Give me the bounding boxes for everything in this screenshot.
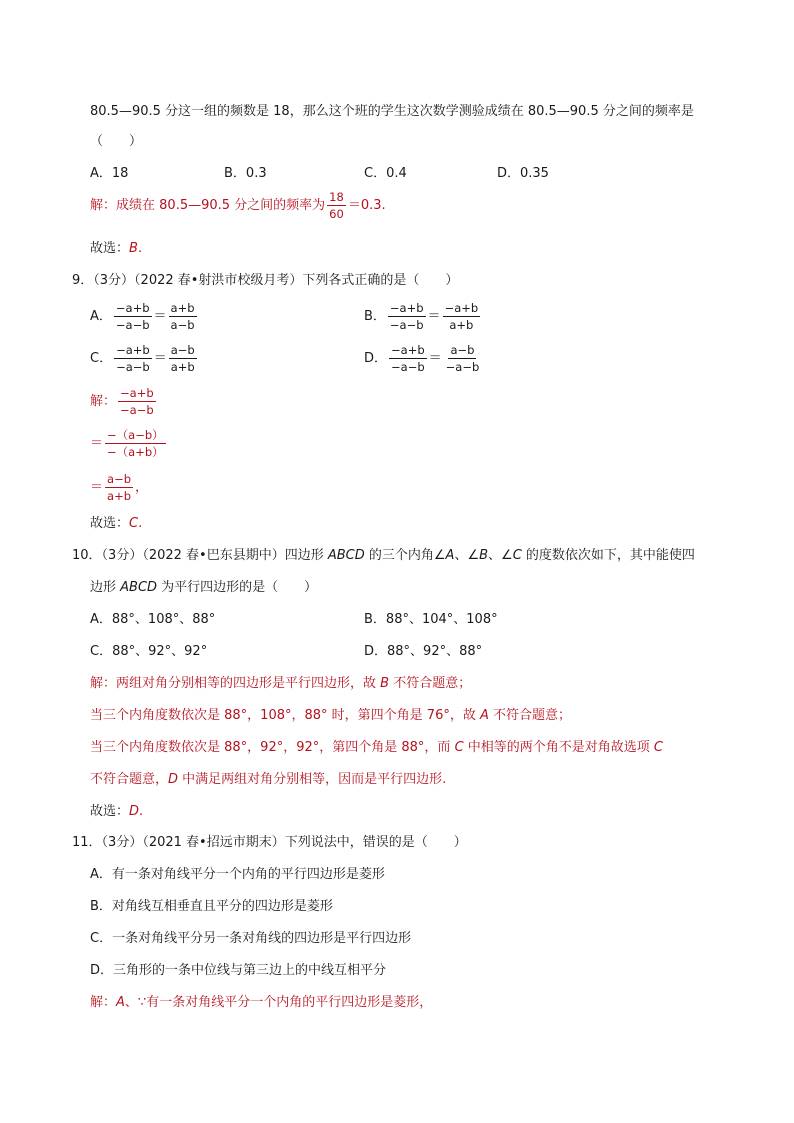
- solution-text: 成绩在 80.5—90.5 分之间的频率为: [116, 197, 326, 213]
- answer-lead: 故选：: [90, 241, 130, 256]
- fraction: [388, 301, 426, 332]
- fraction-numerator: −a+b: [391, 343, 425, 357]
- fraction: [169, 301, 197, 332]
- q9-answer: [90, 515, 142, 533]
- answer-lead: 故选：: [90, 516, 130, 531]
- q11-option-c: C．一条对角线平分另一条对角线的四边形是平行四边形: [90, 931, 412, 946]
- text: 10．（3分）（2022 春•巴东县期中）四边形: [72, 548, 328, 563]
- fraction-numerator: a−b: [170, 343, 195, 357]
- fraction: [169, 343, 197, 374]
- q8-option-b: B．0.3: [224, 166, 267, 181]
- fraction-denominator: −（a+b）: [107, 445, 164, 459]
- variable: B: [380, 676, 390, 691]
- text: 不符合题意；: [488, 708, 572, 723]
- answer-end: .: [137, 241, 143, 256]
- fraction-denominator: a−b: [170, 318, 195, 332]
- q9-solution-step-3: [90, 472, 148, 503]
- option-label: B．: [364, 308, 386, 324]
- q9-stem: 9．（3分）（2022 春•射洪市校级月考）下列各式正确的是（ ）: [72, 273, 459, 288]
- text: 解：两组对角分别相等的四边形是平行四边形，故: [90, 676, 381, 691]
- text: 的度数依次如下，其中能使四: [521, 548, 695, 563]
- equals-sign: ＝: [90, 435, 104, 451]
- q8-option-d: D．0.35: [497, 166, 549, 181]
- fraction-denominator: −a−b: [389, 318, 424, 332]
- option-label: D．: [364, 350, 388, 366]
- fraction-denominator: a+b: [170, 360, 195, 374]
- variable: C: [653, 740, 663, 755]
- q10-option-d: D．88°、92°、88°: [364, 644, 483, 659]
- q9-option-c: [90, 343, 199, 374]
- fraction-denominator: −a−b: [120, 403, 154, 417]
- fraction: [327, 190, 346, 221]
- q10-option-b: B．88°、104°、108°: [364, 612, 498, 627]
- option-label: A．: [90, 308, 112, 324]
- fraction-denominator: a+b: [449, 318, 474, 332]
- text: 中满足两组对角分别相等，因而是平行四边形.: [178, 772, 447, 787]
- equals-sign: ＝: [153, 350, 167, 366]
- q8-option-c: C．0.4: [364, 166, 407, 181]
- variable: C: [454, 740, 464, 755]
- fraction-denominator: −a−b: [115, 318, 150, 332]
- q9-option-a: [90, 301, 199, 332]
- q11-option-b: B．对角线互相垂直且平分的四边形是菱形: [90, 899, 333, 914]
- q9-solution-step-2: [90, 428, 168, 459]
- fraction: [114, 301, 152, 332]
- equals-sign: ＝: [427, 308, 441, 324]
- fraction-denominator: −a−b: [391, 360, 425, 374]
- solution-lead: 解：: [90, 393, 117, 409]
- q8-option-a: A．18: [90, 166, 129, 181]
- solution-lead: 解：: [90, 197, 117, 213]
- fraction: [105, 472, 133, 503]
- answer-letter: C: [129, 516, 139, 531]
- fraction-numerator: −（a−b）: [107, 428, 164, 442]
- fraction-numerator: a−b: [107, 472, 131, 486]
- variable: C: [512, 548, 522, 563]
- answer-end: .: [139, 804, 144, 819]
- text: 、∠: [454, 548, 480, 563]
- variable: D: [168, 772, 179, 787]
- fraction-denominator: a+b: [107, 489, 131, 503]
- q8-answer: [90, 240, 142, 258]
- variable: B: [479, 548, 489, 563]
- q10-solution-line-2: [90, 707, 571, 725]
- punctuation: ，: [135, 479, 149, 495]
- text: 、∠: [488, 548, 513, 563]
- fraction-numerator: −a+b: [389, 301, 424, 315]
- answer-letter: D: [129, 804, 140, 819]
- q11-option-a: A．有一条对角线平分一个内角的平行四边形是菱形: [90, 867, 385, 882]
- q9-option-d: [364, 343, 483, 374]
- q11-stem: 11．（3分）（2021 春•招远市期末）下列说法中，错误的是（ ）: [72, 835, 467, 850]
- text: 当三个内角度数依次是 88°，108°，88° 时，第四个角是 76°，故: [90, 708, 480, 723]
- q10-solution-line-1: [90, 675, 471, 693]
- answer-letter: B: [129, 241, 138, 256]
- fraction-denominator: −a−b: [445, 360, 480, 374]
- equals-sign: ＝: [428, 350, 442, 366]
- fraction-numerator: a−b: [450, 343, 475, 357]
- text: 、∵有一条对角线平分一个内角的平行四边形是菱形，: [124, 995, 433, 1010]
- q10-stem-line-2: [90, 579, 317, 597]
- text: 不符合题意；: [389, 676, 472, 691]
- text: 当三个内角度数依次是 88°，92°，92°，第四个角是 88°，而: [90, 740, 455, 755]
- q10-option-c: C．88°、92°、92°: [90, 644, 208, 659]
- variable: ABCD: [120, 580, 158, 595]
- fraction: [444, 343, 482, 374]
- fraction: [105, 428, 166, 459]
- text: 边形: [90, 580, 121, 595]
- fraction-numerator: 18: [329, 190, 344, 204]
- fraction-numerator: a+b: [170, 301, 195, 315]
- equals-sign: ＝: [90, 479, 104, 495]
- fraction: [114, 343, 152, 374]
- solution-lead: 解：: [90, 995, 117, 1010]
- fraction-numerator: −a+b: [120, 386, 154, 400]
- fraction-denominator: −a−b: [116, 360, 150, 374]
- answer-lead: 故选：: [90, 804, 130, 819]
- fraction: [443, 301, 481, 332]
- option-label: C．: [90, 350, 113, 366]
- q10-stem-line-1: [72, 547, 695, 565]
- variable: ABCD: [327, 548, 365, 563]
- variable: A: [445, 548, 455, 563]
- fraction-numerator: −a+b: [116, 343, 150, 357]
- q11-solution: [90, 994, 432, 1012]
- text: 不符合题意，: [90, 772, 169, 787]
- q10-solution-line-3: [90, 739, 663, 757]
- q10-answer: [90, 803, 143, 821]
- text: 中相等的两个角不是对角故选项: [463, 740, 654, 755]
- answer-end: .: [138, 516, 143, 531]
- text: 为平行四边形的是（ ）: [157, 580, 318, 595]
- fraction: [118, 386, 156, 417]
- q8-stem-line: 80.5—90.5 分这一组的频数是 18，那么这个班的学生这次数学测验成绩在 80.5—90.5 分之间的频率是: [90, 104, 694, 119]
- fraction-numerator: −a+b: [444, 301, 479, 315]
- q10-option-a: A．88°、108°、88°: [90, 612, 216, 627]
- solution-result: ＝0.3.: [347, 197, 386, 213]
- q9-solution-step-1: [90, 386, 158, 417]
- q11-option-d: D．三角形的一条中位线与第三边上的中线互相平分: [90, 963, 387, 978]
- variable: A: [116, 995, 125, 1010]
- q9-option-b: [364, 301, 482, 332]
- q10-solution-line-4: [90, 771, 446, 789]
- variable: A: [479, 708, 489, 723]
- fraction: [389, 343, 427, 374]
- fraction-numerator: −a+b: [115, 301, 150, 315]
- text: 的三个内角∠: [364, 548, 446, 563]
- q8-answer-bracket: （ ）: [90, 134, 143, 149]
- fraction-denominator: 60: [329, 207, 344, 221]
- equals-sign: ＝: [153, 308, 167, 324]
- q8-solution: [90, 190, 386, 221]
